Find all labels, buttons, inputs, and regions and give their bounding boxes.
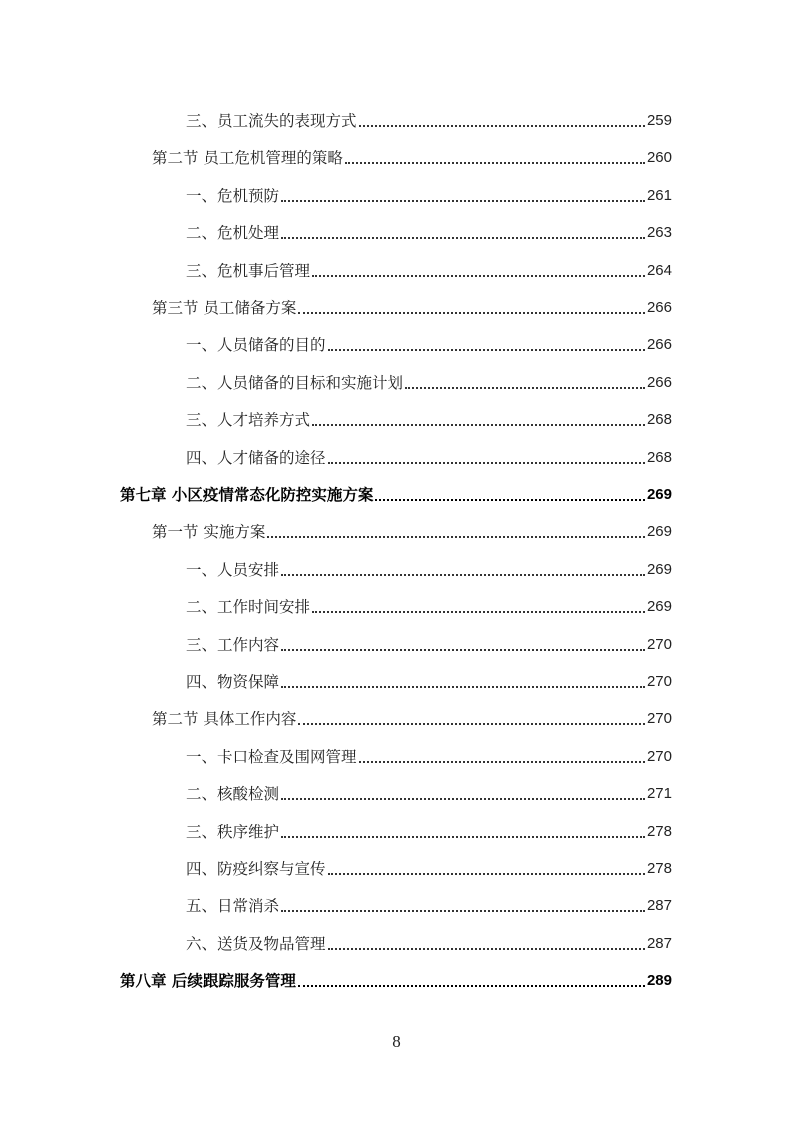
- dot-leader: [298, 312, 645, 314]
- dot-leader: [312, 611, 645, 613]
- toc-entry[interactable]: [186, 587, 672, 617]
- toc-entry-page: 266: [646, 299, 672, 316]
- dot-leader: [281, 200, 645, 202]
- toc-entry-title: 一、卡口检查及围网管理: [186, 747, 357, 766]
- toc-entry-page: 270: [646, 747, 672, 765]
- toc-entry[interactable]: [152, 699, 672, 729]
- toc-entry-page: 287: [646, 897, 672, 915]
- toc-entry-title: 第三节 员工储备方案: [152, 299, 297, 317]
- dot-leader: [281, 910, 645, 912]
- toc-entry-page: 269: [646, 560, 672, 578]
- toc-entry[interactable]: [152, 288, 672, 318]
- dot-leader: [359, 761, 645, 763]
- dot-leader: [267, 536, 645, 538]
- toc-entry[interactable]: [186, 625, 672, 655]
- toc-entry-page: 268: [646, 448, 672, 466]
- dot-leader: [328, 462, 645, 464]
- toc-entry-title: 第一节 实施方案: [152, 523, 266, 542]
- toc-entry-page: 269: [646, 486, 672, 503]
- dot-leader: [281, 798, 645, 800]
- toc-entry-title: 第二节 具体工作内容: [152, 710, 297, 729]
- toc-entry-title: 四、人才储备的途径: [186, 448, 326, 467]
- page-number: 8: [392, 1032, 401, 1051]
- toc-chapter-entry[interactable]: [120, 475, 672, 505]
- toc-entry[interactable]: [186, 849, 672, 879]
- toc-entry-title: 一、人员安排: [186, 560, 280, 579]
- toc-entry-page: 269: [646, 523, 672, 541]
- toc-entry[interactable]: [186, 886, 672, 916]
- toc-entry[interactable]: [186, 251, 672, 281]
- toc-entry[interactable]: [186, 812, 672, 842]
- dot-leader: [375, 499, 645, 501]
- dot-leader: [328, 873, 645, 875]
- toc-entry-page: 278: [646, 822, 672, 840]
- toc-entry[interactable]: [152, 138, 672, 168]
- dot-leader: [281, 836, 645, 838]
- toc-entry[interactable]: [186, 325, 672, 355]
- dot-leader: [328, 349, 645, 351]
- toc-entry-title: 第七章 小区疫情常态化防控实施方案: [120, 486, 374, 504]
- toc-entry-title: 二、危机处理: [186, 224, 280, 243]
- toc-entry-title: 一、人员储备的目的: [186, 336, 326, 355]
- dot-leader: [312, 424, 645, 426]
- toc-entry[interactable]: [186, 774, 672, 804]
- toc-entry[interactable]: [186, 438, 672, 468]
- toc-entry-title: 第八章 后续跟踪服务管理: [120, 972, 296, 991]
- toc-entry-page: 271: [646, 785, 672, 803]
- toc-entry-page: 270: [646, 710, 672, 728]
- toc-entry-page: 264: [646, 261, 672, 279]
- toc-entry-page: 269: [646, 598, 672, 616]
- toc-entry-title: 三、员工流失的表现方式: [186, 112, 357, 130]
- toc-entry-page: 260: [646, 149, 672, 167]
- toc-entry-page: 287: [646, 934, 672, 952]
- toc-entry-page: 270: [646, 635, 672, 653]
- dot-leader: [281, 686, 645, 688]
- toc-entry[interactable]: [186, 176, 672, 206]
- toc-entry[interactable]: [186, 400, 672, 430]
- toc-entry-page: 263: [646, 224, 672, 242]
- toc-entry[interactable]: [186, 213, 672, 243]
- toc-entry-page: 270: [646, 673, 672, 690]
- dot-leader: [298, 723, 645, 725]
- toc-entry-title: 三、秩序维护: [186, 822, 280, 841]
- toc-entry[interactable]: [186, 924, 672, 954]
- toc-entry[interactable]: [186, 363, 672, 393]
- toc-entry-page: 266: [646, 336, 672, 354]
- toc-entry[interactable]: [186, 550, 672, 580]
- dot-leader: [281, 649, 645, 651]
- dot-leader: [345, 162, 645, 164]
- toc-entry-page: 268: [646, 411, 672, 429]
- toc-entry-title: 五、日常消杀: [186, 897, 280, 916]
- toc-entry[interactable]: [186, 737, 672, 767]
- dot-leader: [328, 948, 645, 950]
- toc-entry-title: 三、工作内容: [186, 635, 280, 654]
- toc-entry-title: 六、送货及物品管理: [186, 934, 326, 953]
- toc-entry-title: 四、物资保障: [186, 673, 280, 691]
- dot-leader: [298, 985, 645, 987]
- toc-entry-page: 261: [646, 186, 672, 204]
- toc-entry-page: 289: [646, 972, 672, 990]
- toc-entry[interactable]: [152, 512, 672, 542]
- toc-entry-page: 278: [646, 860, 672, 877]
- toc-entry-page: 259: [646, 112, 672, 129]
- dot-leader: [312, 275, 645, 277]
- toc-entry[interactable]: [186, 662, 672, 692]
- toc-entry-title: 二、核酸检测: [186, 785, 280, 804]
- toc-entry-title: 第二节 员工危机管理的策略: [152, 149, 343, 168]
- toc-entry[interactable]: [186, 101, 672, 131]
- dot-leader: [359, 125, 645, 127]
- toc-entry-title: 四、防疫纠察与宣传: [186, 860, 326, 878]
- toc-chapter-entry[interactable]: [120, 961, 672, 991]
- toc-entry-page: 266: [646, 373, 672, 391]
- toc-entry-title: 三、人才培养方式: [186, 411, 311, 430]
- toc-entry-title: 三、危机事后管理: [186, 261, 311, 280]
- toc-entry-title: 二、人员储备的目标和实施计划: [186, 373, 404, 392]
- dot-leader: [405, 387, 645, 389]
- dot-leader: [281, 237, 645, 239]
- toc-entry-title: 一、危机预防: [186, 186, 280, 205]
- toc-entry-title: 二、工作时间安排: [186, 598, 311, 617]
- dot-leader: [281, 574, 645, 576]
